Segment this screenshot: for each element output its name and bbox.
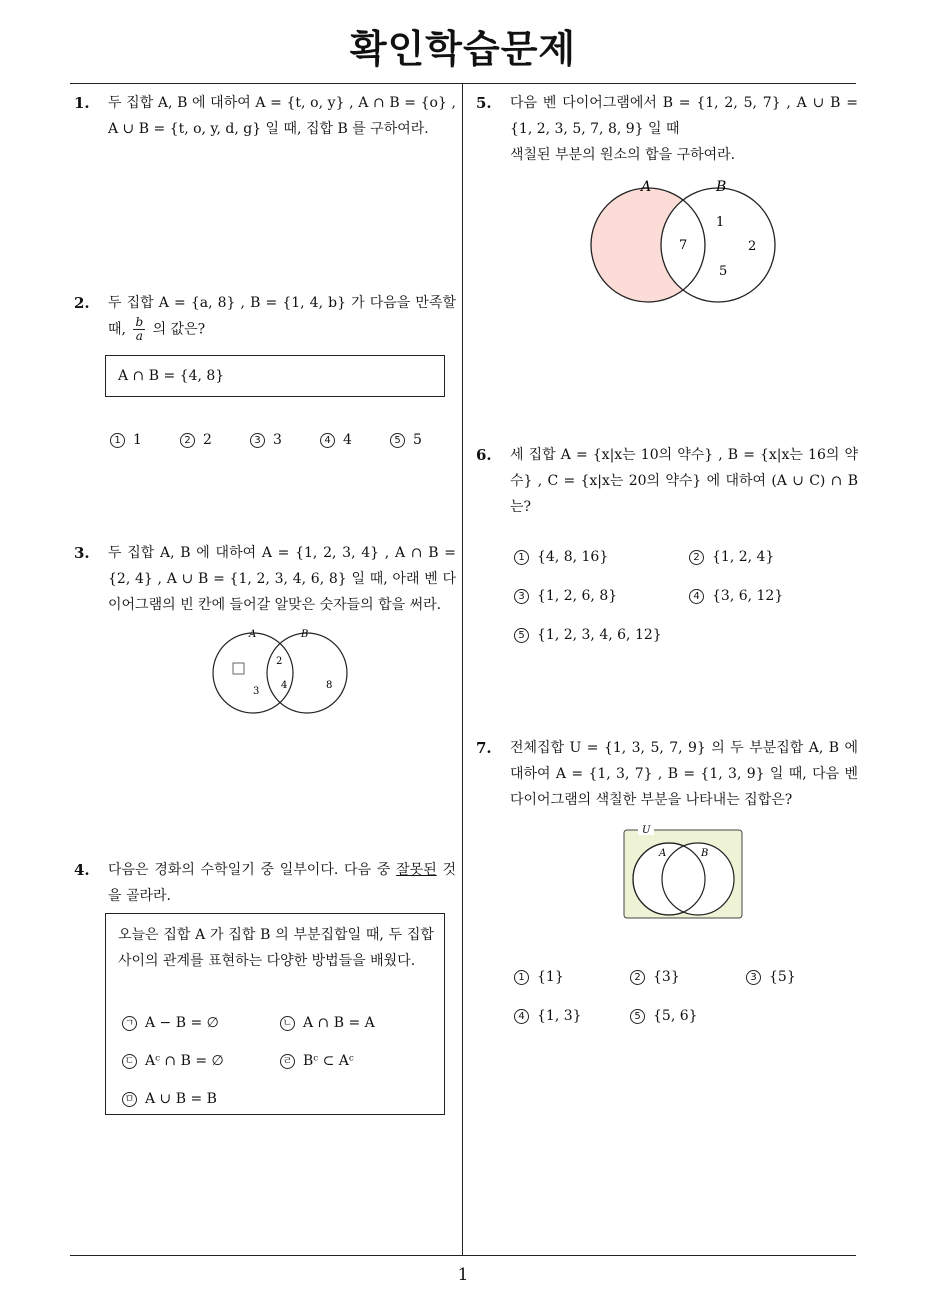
statement-text: A ∪ B = B [145,1091,217,1107]
problem-number: 4. [74,861,90,879]
choice-text: {4, 8, 16} [537,549,609,565]
problem-text: 두 집합 A, B 에 대하여 A = {t, o, y} , A ∩ B = {o} , A ∪ B = {t, o, y, d, g} 일 때, 집합 B 를 구하여라. [108,95,456,137]
choice-text: {1, 2, 4} [712,549,775,565]
choice-4[interactable] [320,432,352,448]
choice-mark: 2 [630,970,645,985]
choice-text: 1 [133,432,142,448]
column-divider [462,84,463,1256]
problem-number: 6. [476,446,492,464]
problem-2 [74,290,456,343]
set-b-label: B [301,629,309,640]
choice-mark: 3 [514,589,529,604]
statement-2[interactable] [280,1010,375,1036]
choice-mark: 5 [630,1009,645,1024]
choice-mark: 3 [746,970,761,985]
diary-text: 오늘은 집합 A 가 집합 B 의 부분집합일 때, 두 집합사이의 관계를 표현하는 다양한 방법들을 배웠다. [118,927,434,969]
choice-text: 3 [273,432,282,448]
choice-text: {3, 6, 12} [712,588,784,604]
choice-text: {1} [537,969,564,985]
choice-5[interactable] [514,627,662,643]
fraction [133,316,145,343]
choice-mark: 1 [514,970,529,985]
choice-mark: 5 [514,628,529,643]
choice-text: {3} [653,969,680,985]
problem-text [108,290,456,343]
page-number: 1 [457,1265,469,1285]
problem-5 [476,90,858,168]
value-3: 3 [253,686,260,697]
choice-text: 5 [413,432,422,448]
set-b-label: B [701,848,709,859]
statement-mark: ㄱ [122,1016,137,1031]
value-4: 4 [281,680,288,691]
choice-mark: 2 [689,550,704,565]
problem-1 [74,90,456,142]
choice-text: {5} [769,969,796,985]
statement-text: Bᶜ ⊂ Aᶜ [303,1053,354,1069]
statement-1[interactable] [122,1010,219,1036]
set-b-label: B [716,179,727,195]
set-a-label: A [659,848,667,859]
problem-text: 다음 벤 다이어그램에서 B = {1, 2, 5, 7} , A ∪ B = {1, 2, 3, 5, 7, 8, 9} 일 때 [510,95,858,137]
set-a-label: A [249,629,257,640]
problem-text-b: 의 값은? [152,321,206,338]
choice-1[interactable] [110,432,142,448]
problem-text: 세 집합 A = {x|x는 10의 약수} , B = {x|x는 16의 약수} , C = {x|x는 20의 약수} 에 대하여 (A ∪ C) ∩ B 는? [510,447,858,515]
problem-number: 1. [74,94,90,112]
choice-4[interactable] [514,1008,582,1024]
venn-diagram-5 [580,175,790,305]
set-a-circle [213,633,293,713]
set-a-label: A [641,179,652,195]
choice-mark: 5 [390,433,405,448]
problem-text [108,857,456,909]
condition-text: A ∩ B = {4, 8} [118,368,225,384]
problem-6 [476,442,858,520]
statement-text: A ∩ B = A [303,1015,375,1031]
choice-2[interactable] [689,549,774,565]
blank-box[interactable] [233,663,244,674]
problem-3 [74,540,456,618]
problem-text-2: 색칠된 부분의 원소의 합을 구하여라. [510,147,736,163]
statement-4[interactable] [280,1048,354,1074]
choice-3[interactable] [250,432,282,448]
fraction-denominator: a [135,329,143,343]
problem-number: 3. [74,544,90,562]
statement-3[interactable] [122,1048,224,1074]
problem-text-a: 다음은 경화의 수학일기 중 일부이다. 다음 중 [108,862,391,878]
choice-text: 2 [203,432,212,448]
problem-number: 5. [476,94,492,112]
choice-1[interactable] [514,969,564,985]
set-b-circle-fill [662,843,734,915]
value-8: 8 [326,680,333,691]
problem-number: 7. [476,739,492,757]
choice-3[interactable] [514,588,617,604]
page-title: 확인학습문제 [349,27,577,71]
set-u-label: U [642,825,651,836]
problem-text: 전체집합 U = {1, 3, 5, 7, 9} 의 두 부분집합 A, B 에 대하여 A = {1, 3, 7} , B = {1, 3, 9} 일 때, 다음 벤 다이어그램의 색칠한 부분을 나타내는 집합은? [510,740,858,808]
top-rule [70,83,856,84]
choice-2[interactable] [630,969,680,985]
diary-box [105,913,445,1115]
value-1: 1 [716,215,725,230]
choice-text: 4 [343,432,352,448]
statement-5[interactable] [122,1086,217,1112]
choice-text: {5, 6} [653,1008,698,1024]
condition-box [105,355,445,397]
choice-5[interactable] [390,432,422,448]
choice-mark: 2 [180,433,195,448]
choice-2[interactable] [180,432,212,448]
value-5: 5 [719,264,728,279]
problem-4 [74,857,456,909]
choice-1[interactable] [514,549,608,565]
choice-mark: 4 [689,589,704,604]
value-7: 7 [679,238,688,253]
choice-text: {1, 3} [537,1008,582,1024]
choice-mark: 1 [514,550,529,565]
choice-mark: 3 [250,433,265,448]
problem-7 [476,735,858,813]
venn-diagram-3 [205,625,355,720]
choice-4[interactable] [689,588,783,604]
value-2: 2 [276,656,283,667]
statement-text: A − B = ∅ [145,1015,219,1031]
problem-text-b: 것을 골라라. [108,862,456,904]
statement-mark: ㄴ [280,1016,295,1031]
choice-3[interactable] [746,969,796,985]
problem-number: 2. [74,294,90,312]
choice-mark: 4 [514,1009,529,1024]
choice-5[interactable] [630,1008,698,1024]
statement-mark: ㄹ [280,1054,295,1069]
bottom-rule [70,1255,856,1256]
choice-text: {1, 2, 6, 8} [537,588,618,604]
choice-mark: 1 [110,433,125,448]
set-b-circle [267,633,347,713]
problem-text: 두 집합 A, B 에 대하여 A = {1, 2, 3, 4} , A ∩ B = {2, 4} , A ∪ B = {1, 2, 3, 4, 6, 8} 일 때, 아래 벤 다이어그램의 빈 칸에 들어갈 알맞은 숫자들의 합을 써라. [108,545,456,613]
statement-mark: ㅁ [122,1092,137,1107]
choice-mark: 4 [320,433,335,448]
value-2: 2 [748,239,757,254]
venn-diagram-7 [620,822,746,922]
statement-text: Aᶜ ∩ B = ∅ [145,1053,224,1069]
choice-text: {1, 2, 3, 4, 6, 12} [537,627,662,643]
statement-mark: ㄷ [122,1054,137,1069]
underlined-word: 잘못된 [396,862,437,878]
fraction-numerator: b [135,315,144,329]
problem-text-a: 두 집합 A = {a, 8} , B = {1, 4, b} 가 다음을 만족할 때, [108,295,456,338]
